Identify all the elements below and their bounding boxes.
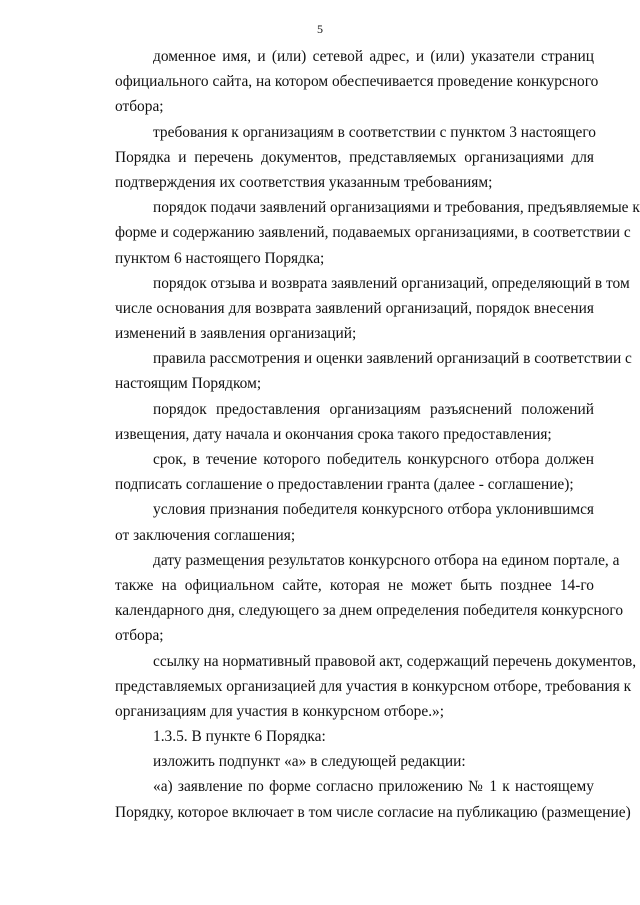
paragraph-subclause-a-intro — [77, 749, 594, 774]
text-line: пунктом 6 настоящего Порядка; — [115, 249, 325, 267]
paragraph-signing-deadline — [77, 447, 594, 497]
paragraph-withdrawal-order — [77, 271, 630, 347]
paragraph-evasion-conditions — [77, 497, 594, 547]
text-line: представляемых организацией для участия в конкурсном отборе, требования к — [115, 677, 632, 695]
text-line: порядок отзыва и возврата заявлений организаций, определяющий в том — [153, 274, 630, 292]
text-line: календарного дня, следующего за днем определения победителя конкурсного — [115, 602, 624, 620]
text-line: извещения, дату начала и окончания срока такого предоставления; — [115, 425, 552, 443]
text-line: отбора; — [115, 627, 164, 645]
text-line: изложить подпункт «а» в следующей редакции: — [153, 753, 466, 771]
text-line: подтверждения их соответствия указанным требованиям; — [115, 173, 493, 191]
text-line: ссылку на нормативный правовой акт, содержащий перечень документов, — [153, 652, 637, 670]
text-line: числе основания для возврата заявлений организаций, порядок внесения — [115, 299, 594, 317]
text-line: дату размещения результатов конкурсного отбора на едином портале, а — [153, 551, 620, 569]
text-line: 1.3.5. В пункте 6 Порядка: — [153, 728, 326, 746]
text-line: порядок подачи заявлений организациями и требования, предъявляемые к — [153, 199, 640, 217]
text-line: порядок предоставления организациям разъяснений положений — [153, 400, 594, 418]
paragraph-results-date — [77, 548, 624, 649]
text-line: доменное имя, и (или) сетевой адрес, и (или) указатели страниц — [153, 48, 594, 65]
text-line: подписать соглашение о предоставлении гранта (далее - соглашение); — [115, 476, 574, 494]
text-line: «а) заявление по форме согласно приложению № 1 к настоящему — [153, 778, 594, 796]
text-line: изменений в заявления организаций; — [115, 325, 357, 343]
text-line: срок, в течение которого победитель конкурсного отбора должен — [153, 451, 594, 468]
text-line: требования к организациям в соответствии с пунктом 3 настоящего — [153, 123, 596, 141]
text-line: условия признания победителя конкурсного отбора уклонившимся — [153, 501, 594, 519]
text-line: Порядку, которое включает в том числе согласие на публикацию (размещение) — [115, 803, 631, 821]
text-line: также на официальном сайте, которая не может быть позднее 14-го — [115, 576, 594, 594]
paragraph-normative-act-link — [77, 649, 637, 725]
text-line: отбора; — [115, 98, 164, 116]
document-body — [77, 44, 640, 825]
paragraph-official-site — [77, 44, 599, 120]
text-line: форме и содержанию заявлений, подаваемых организациями, в соответствии с — [115, 224, 631, 242]
text-line: организациям для участия в конкурсном отборе.»; — [115, 702, 445, 720]
paragraph-clarifications — [77, 397, 594, 447]
text-line: официального сайта, на котором обеспечивается проведение конкурсного — [115, 73, 599, 91]
paragraph-requirements — [77, 120, 594, 196]
text-line: Порядка и перечень документов, представляемых организациями для — [115, 148, 594, 166]
paragraph-subclause-a — [77, 774, 631, 824]
text-line: от заключения соглашения; — [115, 526, 296, 544]
paragraph-section-1-3-5 — [77, 724, 594, 749]
text-line: настоящим Порядком; — [115, 375, 262, 393]
page-number: 5 — [317, 22, 323, 36]
paragraph-review-rules — [77, 346, 632, 396]
paragraph-submission-order — [77, 195, 640, 271]
text-line: правила рассмотрения и оценки заявлений организаций в соответствии с — [153, 350, 632, 368]
